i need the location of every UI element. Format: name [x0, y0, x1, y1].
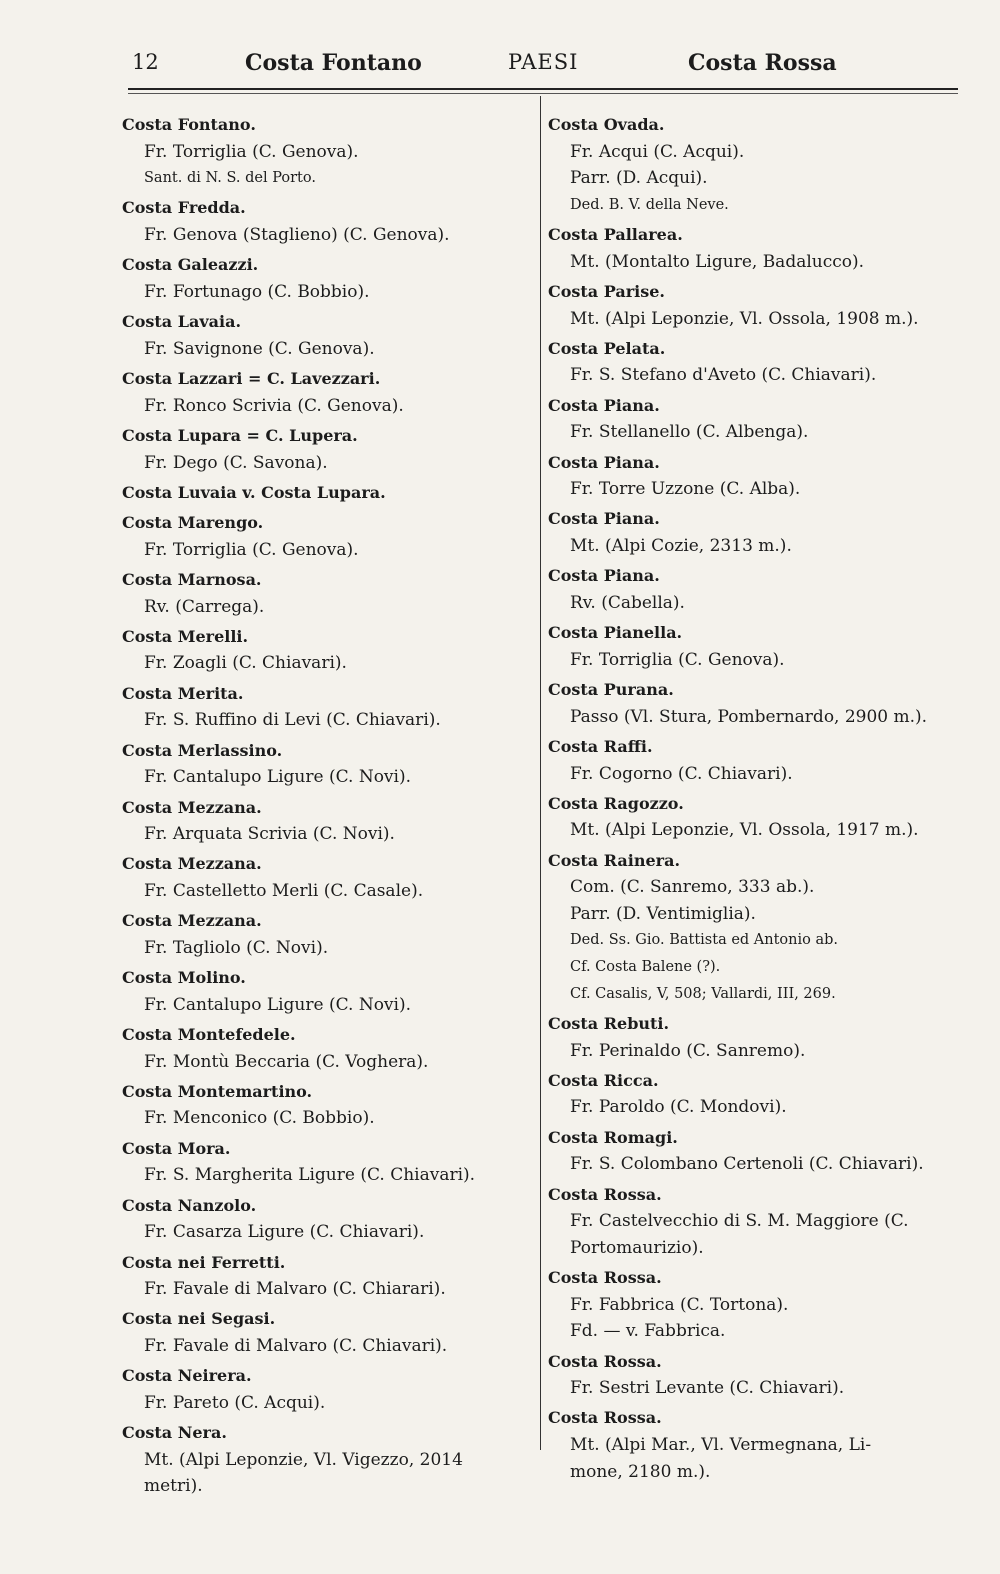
gazetteer-entry	[548, 1068, 958, 1121]
gazetteer-entry	[122, 195, 527, 248]
gazetteer-entry	[122, 309, 527, 362]
entry-heading: Costa Galeazzi.	[122, 255, 259, 275]
gazetteer-entry	[548, 1405, 958, 1485]
entry-line: Fr. S. Colombano Certenoli (C. Chiavari).	[570, 1154, 924, 1175]
gazetteer-entry	[548, 848, 958, 1008]
page-number: 12	[132, 50, 159, 74]
entry-line: Fr. Perinaldo (C. Sanremo).	[570, 1040, 806, 1061]
gazetteer-entry	[548, 1349, 958, 1402]
entry-heading: Costa Lavaia.	[122, 312, 242, 332]
gazetteer-entry	[548, 506, 958, 559]
entry-heading: Costa Molino.	[122, 968, 246, 988]
entry-heading: Costa Pianella.	[548, 623, 683, 643]
entry-line: Fr. Casarza Ligure (C. Chiavari).	[144, 1222, 425, 1243]
entry-line: Fr. Favale di Malvaro (C. Chiavari).	[144, 1335, 448, 1356]
entry-line: Ded. Ss. Gio. Battista ed Antonio ab.	[570, 932, 839, 949]
gazetteer-entry	[548, 791, 958, 844]
entry-line: Mt. (Alpi Leponzie, Vl. Ossola, 1917 m.).	[570, 820, 919, 841]
entry-line: Fr. Genova (Staglieno) (C. Genova).	[144, 225, 450, 246]
gazetteer-entry	[548, 450, 958, 503]
entry-heading: Costa Fontano.	[122, 115, 256, 134]
entry-line: Fr. Torriglia (C. Genova).	[144, 141, 359, 162]
entry-line: Fr. Zoagli (C. Chiavari).	[144, 653, 347, 674]
entry-heading: Costa nei Segasi.	[122, 1309, 276, 1329]
entry-line: Fr. Dego (C. Savona).	[144, 452, 328, 473]
entry-heading: Costa Neirera.	[122, 1366, 252, 1386]
entry-heading: Costa Romagi.	[548, 1127, 678, 1147]
running-head-left: Costa Fontano	[245, 50, 422, 76]
gazetteer-entry	[548, 1182, 958, 1262]
entry-line: Mt. (Alpi Mar., Vl. Vermegnana, Li-	[570, 1434, 872, 1455]
gazetteer-entry	[122, 738, 527, 791]
entry-heading: Costa Parise.	[548, 281, 665, 301]
entry-heading: Costa nei Ferretti.	[122, 1252, 286, 1272]
entry-line: Mt. (Montalto Ligure, Badalucco).	[570, 251, 865, 272]
entry-line: Portomaurizio).	[570, 1237, 704, 1258]
gazetteer-entry	[122, 1136, 527, 1189]
entry-heading: Costa Ricca.	[548, 1070, 659, 1090]
entry-heading: Costa Merlassino.	[122, 740, 283, 760]
entry-line: Rv. (Cabella).	[570, 592, 685, 613]
gazetteer-entry	[122, 851, 527, 904]
entry-line: Fr. S. Margherita Ligure (C. Chiavari).	[144, 1165, 476, 1186]
gazetteer-entry	[122, 366, 527, 419]
entry-line: Fr. Montù Beccaria (C. Voghera).	[144, 1051, 429, 1072]
gazetteer-entry	[548, 677, 958, 730]
entry-heading: Costa Rossa.	[548, 1268, 662, 1288]
entry-heading: Costa Nanzolo.	[122, 1195, 257, 1215]
entry-heading: Costa Piana.	[548, 452, 660, 472]
gazetteer-entry	[548, 734, 958, 787]
entry-heading: Costa Fredda.	[122, 198, 246, 218]
gazetteer-entry	[548, 336, 958, 389]
column-divider	[540, 96, 541, 1450]
entry-heading: Costa Marnosa.	[122, 570, 262, 589]
entry-line: Mt. (Alpi Leponzie, Vl. Vigezzo, 2014	[144, 1449, 463, 1470]
running-head-right: Costa Rossa	[688, 50, 837, 76]
entry-heading: Costa Rossa.	[548, 1408, 662, 1428]
entry-heading: Costa Mezzana.	[122, 911, 262, 931]
entry-heading: Costa Pelata.	[548, 338, 666, 358]
entry-line: Parr. (D. Acqui).	[570, 168, 708, 189]
gazetteer-entry	[548, 1011, 958, 1064]
gazetteer-entry	[122, 1193, 527, 1246]
entry-line: Fr. Sestri Levante (C. Chiavari).	[570, 1378, 845, 1399]
gazetteer-entry	[122, 1079, 527, 1132]
entry-heading: Costa Raffi.	[548, 736, 653, 756]
entry-heading: Costa Purana.	[548, 680, 674, 700]
entry-line: metri).	[144, 1476, 203, 1497]
right-column	[548, 112, 958, 1489]
entry-line: Fr. Cantalupo Ligure (C. Novi).	[144, 767, 412, 788]
entry-line: Cf. Costa Balene (?).	[570, 959, 721, 976]
entry-heading: Costa Rossa.	[548, 1184, 662, 1204]
entry-line: Fr. Cogorno (C. Chiavari).	[570, 763, 793, 784]
entry-line: Fr. Arquata Scrivia (C. Novi).	[144, 824, 395, 845]
entry-line: Fr. Torriglia (C. Genova).	[570, 649, 785, 670]
entry-line: mone, 2180 m.).	[570, 1461, 711, 1482]
gazetteer-entry	[548, 222, 958, 275]
entry-line: Mt. (Alpi Cozie, 2313 m.).	[570, 536, 792, 557]
gazetteer-entry	[548, 1265, 958, 1345]
gazetteer-entry	[548, 563, 958, 616]
entry-line: Fr. Castelvecchio di S. M. Maggiore (C.	[570, 1211, 909, 1232]
entry-line: Fr. S. Ruffino di Levi (C. Chiavari).	[144, 710, 441, 731]
entry-line: Fr. S. Stefano d'Aveto (C. Chiavari).	[570, 365, 877, 386]
entry-line: Fd. — v. Fabbrica.	[570, 1321, 726, 1342]
entry-heading: Costa Ragozzo.	[548, 793, 684, 813]
entry-line: Fr. Fabbrica (C. Tortona).	[570, 1294, 789, 1315]
entry-line: Mt. (Alpi Leponzie, Vl. Ossola, 1908 m.).	[570, 308, 919, 329]
entry-line: Fr. Pareto (C. Acqui).	[144, 1392, 326, 1413]
gazetteer-entry	[122, 908, 527, 961]
entry-heading: Costa Luvaia v. Costa Lupara.	[122, 482, 386, 502]
entry-heading: Costa Mezzana.	[122, 854, 262, 874]
entry-line: Parr. (D. Ventimiglia).	[570, 903, 756, 924]
entry-line: Fr. Torre Uzzone (C. Alba).	[570, 479, 801, 500]
entry-line: Com. (C. Sanremo, 333 ab.).	[570, 877, 815, 898]
gazetteer-entry	[122, 1250, 527, 1303]
entry-heading: Costa Pallarea.	[548, 225, 683, 245]
gazetteer-entry	[548, 620, 958, 673]
gazetteer-entry	[122, 1420, 527, 1500]
entry-line: Fr. Favale di Malvaro (C. Chiarari).	[144, 1279, 446, 1300]
entry-line: Fr. Torriglia (C. Genova).	[144, 539, 359, 560]
entry-heading: Costa Montefedele.	[122, 1025, 296, 1044]
gazetteer-entry	[122, 1306, 527, 1359]
header-rule-thin	[128, 93, 958, 94]
gazetteer-entry	[548, 1125, 958, 1178]
gazetteer-entry	[122, 681, 527, 734]
left-column	[122, 112, 527, 1504]
entry-line: Fr. Acqui (C. Acqui).	[570, 141, 745, 162]
gazetteer-entry	[122, 1022, 527, 1075]
entry-heading: Costa Nera.	[122, 1423, 227, 1443]
entry-heading: Costa Marengo.	[122, 513, 264, 533]
entry-heading: Costa Rainera.	[548, 850, 681, 870]
entry-line: Passo (Vl. Stura, Pombernardo, 2900 m.).	[570, 706, 928, 727]
gazetteer-entry	[122, 965, 527, 1018]
entry-heading: Costa Ovada.	[548, 115, 665, 134]
gazetteer-entry	[122, 567, 527, 620]
entry-line: Fr. Tagliolo (C. Novi).	[144, 937, 329, 958]
entry-line: Fr. Castelletto Merli (C. Casale).	[144, 880, 424, 901]
running-head	[130, 50, 956, 86]
entry-heading: Costa Piana.	[548, 566, 660, 586]
gazetteer-entry	[548, 279, 958, 332]
entry-line: Cf. Casalis, V, 508; Vallardi, III, 269.	[570, 985, 836, 1002]
entry-heading: Costa Piana.	[548, 395, 660, 415]
entry-heading: Costa Merita.	[122, 683, 244, 703]
entry-heading: Costa Mezzana.	[122, 797, 262, 817]
entry-heading: Costa Merelli.	[122, 626, 249, 646]
entry-line: Fr. Menconico (C. Bobbio).	[144, 1108, 375, 1129]
entry-heading: Costa Rossa.	[548, 1351, 662, 1371]
entry-heading: Costa Montemartino.	[122, 1081, 313, 1101]
running-head-center: PAESI	[508, 50, 579, 74]
entry-line: Fr. Fortunago (C. Bobbio).	[144, 281, 370, 302]
entry-line: Fr. Ronco Scrivia (C. Genova).	[144, 395, 404, 416]
entry-line: Fr. Cantalupo Ligure (C. Novi).	[144, 994, 412, 1015]
header-rule	[128, 88, 958, 90]
gazetteer-entry	[122, 423, 527, 476]
entry-heading: Costa Lazzari = C. Lavezzari.	[122, 369, 381, 389]
gazetteer-entry	[122, 112, 527, 192]
entry-heading: Costa Piana.	[548, 509, 660, 529]
gazetteer-entry	[122, 1363, 527, 1416]
entry-line: Sant. di N. S. del Porto.	[144, 170, 316, 187]
entry-line: Fr. Stellanello (C. Albenga).	[570, 422, 809, 443]
gazetteer-entry	[122, 252, 527, 305]
entry-heading: Costa Lupara = C. Lupera.	[122, 425, 358, 445]
entry-line: Fr. Paroldo (C. Mondovi).	[570, 1097, 787, 1118]
entry-line: Ded. B. V. della Neve.	[570, 196, 729, 213]
gazetteer-entry	[548, 112, 958, 218]
gazetteer-entry	[122, 624, 527, 677]
gazetteer-entry	[122, 795, 527, 848]
entry-heading: Costa Rebuti.	[548, 1013, 670, 1033]
gazetteer-entry	[122, 480, 527, 507]
gazetteer-entry	[122, 510, 527, 563]
entry-heading: Costa Mora.	[122, 1138, 231, 1158]
gazetteer-entry	[548, 393, 958, 446]
entry-line: Fr. Savignone (C. Genova).	[144, 338, 375, 359]
entry-line: Rv. (Carrega).	[144, 596, 265, 617]
